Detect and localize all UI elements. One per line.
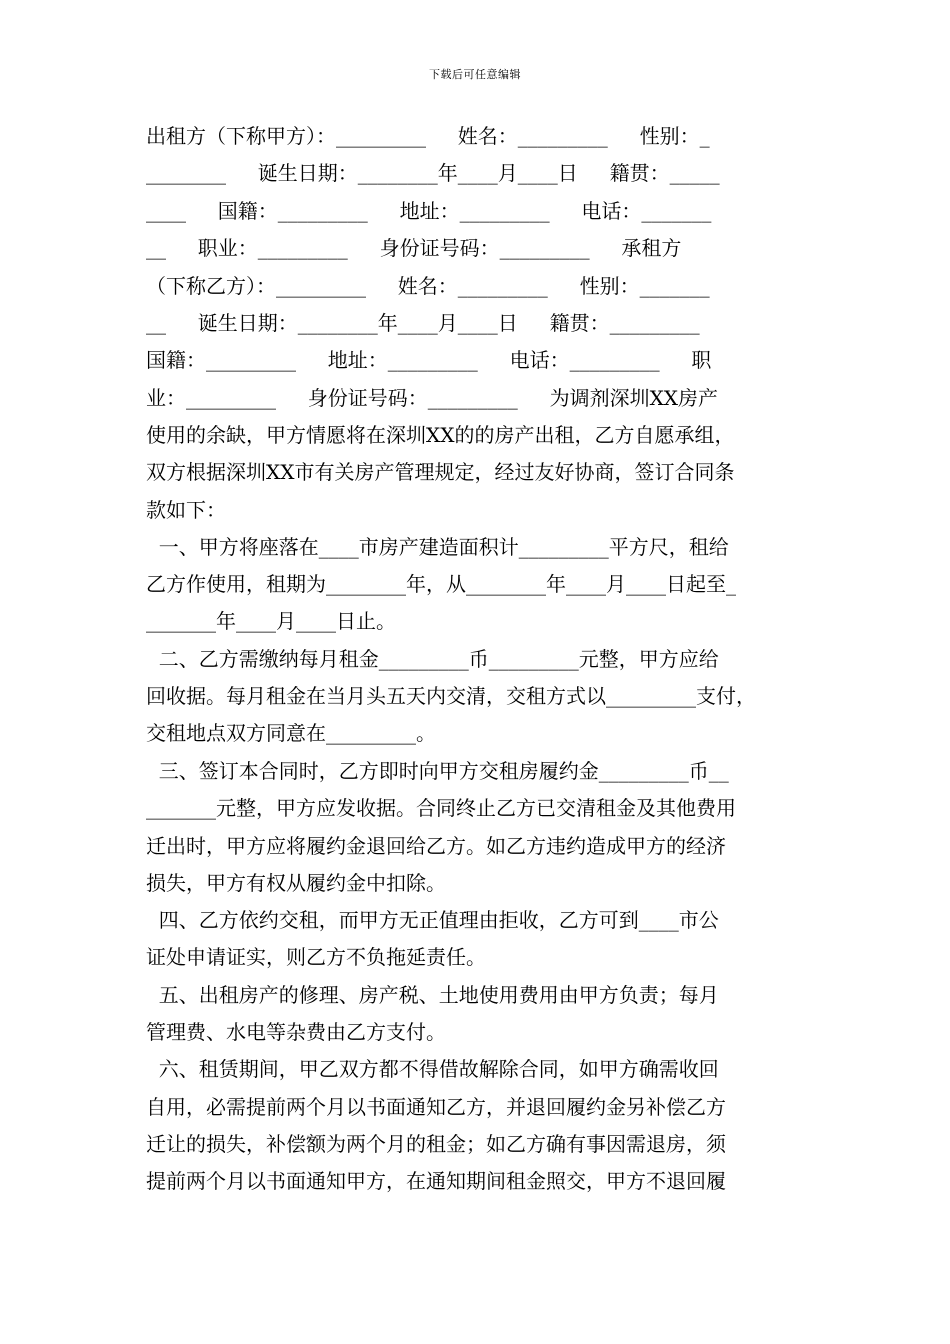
clause-3-line: 三、签订本合同时，乙方即时向甲方交租房履约金_________币__: [146, 759, 729, 783]
page-header-note: 下载后可任意编辑: [429, 68, 521, 81]
text-line: ____ 国籍：_________ 地址：_________ 电话：_______: [146, 199, 712, 223]
text-line: 损失，甲方有权从履约金中扣除。: [146, 871, 446, 895]
clause-6-line: 六、租赁期间，甲乙双方都不得借故解除合同，如甲方确需收回: [146, 1057, 719, 1081]
clause-1-line: 一、甲方将座落在____市房产建造面积计_________平方尺，租给: [146, 535, 729, 559]
text-line: 乙方作使用，租期为________年，从________年____月____日起至_: [146, 572, 736, 596]
text-line: 迁让的损失，补偿额为两个月的租金；如乙方确有事因需退房，须: [146, 1132, 726, 1156]
text-line: 提前两个月以书面通知甲方，在通知期间租金照交，甲方不退回履: [146, 1169, 726, 1193]
text-line: ________ 诞生日期：________年____月____日 籍贯：_____: [146, 161, 720, 185]
text-line: 使用的余缺，甲方情愿将在深圳XX的的房产出租，乙方自愿承组，: [146, 423, 735, 447]
text-line: 交租地点双方同意在_________。: [146, 721, 436, 745]
text-line: 证处申请证实，则乙方不负拖延责任。: [146, 945, 486, 969]
clause-4-line: 四、乙方依约交租，而甲方无正值理由拒收，乙方可到____市公: [146, 908, 719, 932]
text-line: __ 职业：_________ 身份证号码：_________ 承租方: [146, 236, 682, 260]
text-line: 双方根据深圳XX市有关房产管理规定，经过友好协商，签订合同条: [146, 460, 735, 484]
text-line: 迁出时，甲方应将履约金退回给乙方。如乙方违约造成甲方的经济: [146, 834, 726, 858]
text-line: （下称乙方）：_________ 姓名：_________ 性别：_______: [146, 274, 710, 298]
text-line: 回收据。每月租金在当月头五天内交清，交租方式以_________支付，: [146, 684, 756, 708]
clause-2-line: 二、乙方需缴纳每月租金_________币_________元整，甲方应给: [146, 647, 719, 671]
text-line: 款如下：: [146, 498, 226, 522]
text-line: 管理费、水电等杂费由乙方支付。: [146, 1020, 446, 1044]
text-line: _______元整，甲方应发收据。合同终止乙方已交清租金及其他费用: [146, 796, 736, 820]
clause-5-line: 五、出租房产的修理、房产税、土地使用费用由甲方负责；每月: [146, 983, 719, 1007]
text-line: 出租方（下称甲方）：_________ 姓名：_________ 性别：_: [146, 124, 710, 148]
text-line: 国籍：_________ 地址：_________ 电话：_________ 职: [146, 348, 712, 372]
text-line: 自用，必需提前两个月以书面通知乙方，并退回履约金另补偿乙方: [146, 1095, 726, 1119]
text-line: 业：_________ 身份证号码：_________ 为调剂深圳XX房产: [146, 386, 719, 410]
text-line: _______年____月____日止。: [146, 609, 396, 633]
text-line: __ 诞生日期：________年____月____日 籍贯：_________: [146, 311, 700, 335]
